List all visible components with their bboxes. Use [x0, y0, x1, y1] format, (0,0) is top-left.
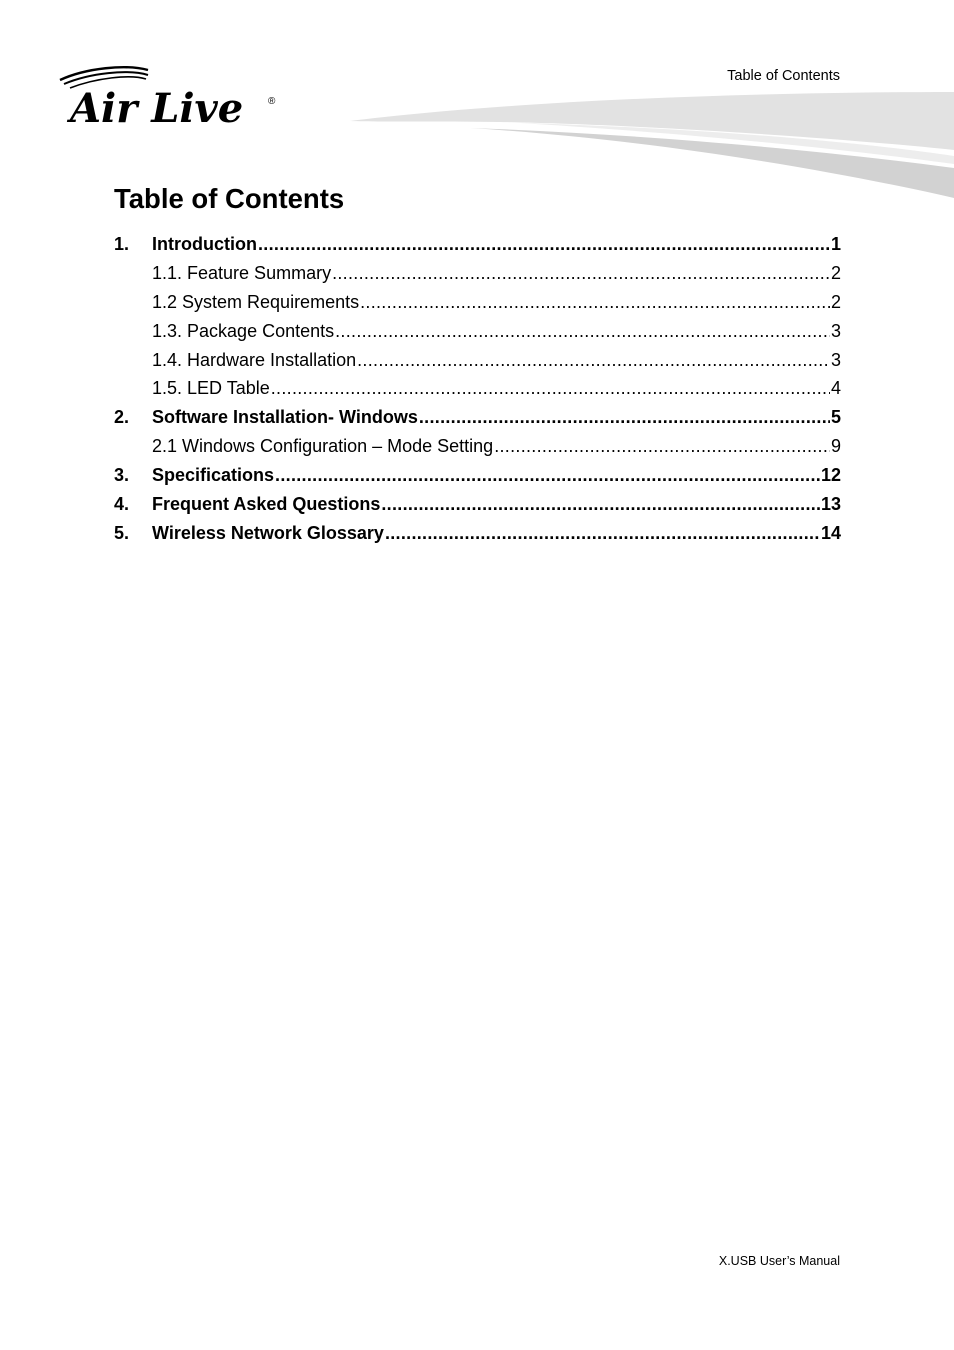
toc-leader-dots	[360, 288, 830, 317]
toc-entry-title: 1.1. Feature Summary	[152, 262, 332, 283]
toc-entry-number: 2.	[114, 407, 130, 428]
toc-entry-title: 1.4. Hardware Installation	[152, 349, 357, 370]
toc-entry[interactable]	[114, 432, 841, 461]
running-header: Table of Contents	[727, 68, 840, 84]
toc-entry[interactable]	[114, 461, 841, 490]
toc-leader-dots	[381, 490, 820, 519]
toc-leader-dots	[494, 432, 830, 461]
toc-entry-page: 12	[820, 465, 841, 486]
toc-entry-title: Specifications	[152, 465, 275, 486]
toc-entry-title: 1.5. LED Table	[152, 378, 270, 399]
toc-entry-title: 1.2 System Requirements	[152, 291, 360, 312]
toc-entry-title: Introduction	[152, 234, 257, 254]
toc-list	[114, 230, 841, 548]
toc-entry-number: 4.	[114, 494, 130, 515]
toc-leader-dots	[335, 317, 830, 346]
toc-entry[interactable]	[114, 519, 841, 548]
toc-entry[interactable]	[114, 288, 841, 317]
toc-leader-dots	[357, 346, 830, 375]
toc-entry[interactable]	[114, 259, 841, 288]
toc-entry-page: 3	[830, 349, 841, 370]
toc-entry-page: 4	[830, 378, 841, 399]
toc-leader-dots	[275, 461, 820, 490]
toc-entry-title: Wireless Network Glossary	[152, 522, 384, 543]
toc-entry-title: Frequent Asked Questions	[152, 494, 381, 515]
toc-entry-page: 3	[830, 320, 841, 341]
toc-entry-page: 5	[830, 407, 841, 428]
toc-entry-page: 13	[820, 494, 841, 515]
toc-entry-page: 2	[830, 262, 841, 283]
toc-entry[interactable]	[114, 374, 841, 403]
toc-entry-number: 5.	[114, 522, 130, 543]
toc-entry-page: 2	[830, 291, 841, 312]
toc-entry-number: 1.	[114, 234, 130, 254]
toc-entry-title: 2.1 Windows Configuration – Mode Setting	[152, 436, 494, 457]
toc-leader-dots	[271, 374, 830, 403]
toc-entry-title: 1.3. Package Contents	[152, 320, 335, 341]
toc-leader-dots	[332, 259, 830, 288]
toc-entry-page: 14	[820, 522, 841, 543]
registered-mark: ®	[268, 96, 276, 107]
toc-leader-dots	[385, 519, 820, 548]
toc-entry-page: 1	[830, 234, 841, 254]
toc-leader-dots	[419, 403, 830, 432]
toc-entry-number: 3.	[114, 465, 130, 486]
logo-wordmark: Air Live	[70, 85, 244, 130]
footer-manual-name: X.USB User’s Manual	[718, 1254, 840, 1268]
toc-entry[interactable]	[114, 230, 841, 259]
toc-entry-page: 9	[830, 436, 841, 457]
page-title: Table of Contents	[114, 183, 345, 214]
toc-entry[interactable]	[114, 490, 841, 519]
toc-entry[interactable]	[114, 317, 841, 346]
toc-entry-title: Software Installation- Windows	[152, 407, 418, 428]
toc-leader-dots	[258, 230, 830, 259]
toc-entry[interactable]	[114, 403, 841, 432]
toc-entry[interactable]	[114, 346, 841, 375]
airlive-logo	[56, 64, 284, 130]
